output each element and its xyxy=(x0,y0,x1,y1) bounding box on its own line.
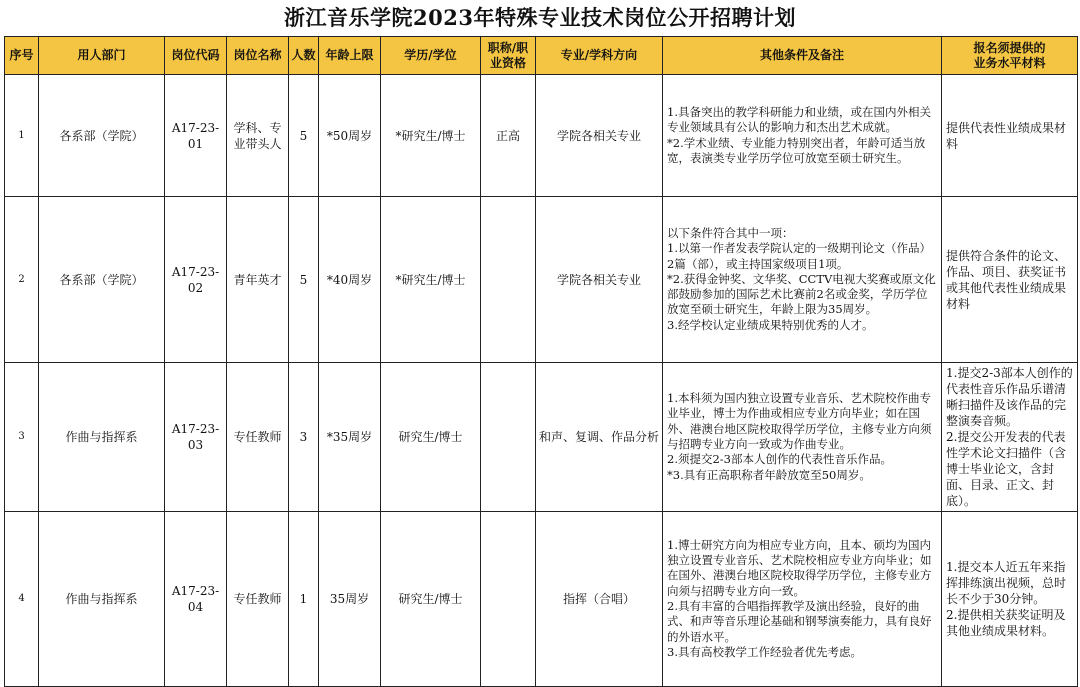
cell-dept: 作曲与指挥系 xyxy=(39,512,165,687)
table-row xyxy=(5,75,1078,197)
table-row xyxy=(5,197,1078,363)
cell-major: 指挥（合唱） xyxy=(536,512,663,687)
cell-education: 研究生/博士 xyxy=(381,512,481,687)
cell-title xyxy=(481,197,536,363)
cell-code xyxy=(165,512,227,687)
cell-age: 35周岁 xyxy=(319,512,381,687)
header-row xyxy=(5,37,1078,75)
recruitment-table xyxy=(4,36,1078,687)
note-line: 1.博士研究方向为相应专业方向，且本、硕均为国内独立设置专业音乐、艺术院校相应专业方向毕业；如在国外、港澳台地区院校取得学历学位，主修专业方向须与招聘专业方向一致。 xyxy=(667,537,932,598)
header-materials-line2: 业务水平材料 xyxy=(973,55,1046,70)
page-title: 浙江音乐学院2023年特殊专业技术岗位公开招聘计划 xyxy=(284,5,796,30)
cell-code-b: 04 xyxy=(187,600,204,614)
header-title xyxy=(481,37,536,75)
cell-notes xyxy=(663,363,942,512)
cell-code-a: A17-23- xyxy=(171,584,220,598)
table-row xyxy=(5,363,1078,512)
cell-age: *40周岁 xyxy=(319,197,381,363)
note-line: 1.具备突出的教学科研能力和业绩，或在国内外相关专业领域具有公认的影响力和杰出艺术成就。 xyxy=(667,104,931,135)
material-line: 提供符合条件的论文、作品、项目、获奖证书或其他代表性业绩成果材料 xyxy=(946,248,1067,311)
header-code: 岗位代码 xyxy=(165,37,227,75)
header-position: 岗位名称 xyxy=(227,37,289,75)
cell-title: 正高 xyxy=(481,75,536,197)
cell-code-a: A17-23- xyxy=(171,422,220,436)
cell-code-a: A17-23- xyxy=(171,120,220,135)
cell-code-b: 03 xyxy=(187,438,204,452)
cell-major: 学院各相关专业 xyxy=(536,75,663,197)
cell-education: *研究生/博士 xyxy=(381,197,481,363)
cell-education: *研究生/博士 xyxy=(381,75,481,197)
cell-position: 专任教师 xyxy=(227,363,289,512)
table-row xyxy=(5,512,1078,687)
cell-dept: 作曲与指挥系 xyxy=(39,363,165,512)
material-line: 1.提交本人近五年来指挥排练演出视频，总时长不少于30分钟。 xyxy=(946,560,1067,606)
cell-notes xyxy=(663,512,942,687)
cell-materials xyxy=(942,197,1078,363)
header-education: 学历/学位 xyxy=(381,37,481,75)
note-line: 2.具有丰富的合唱指挥教学及演出经验，良好的曲式、和声等音乐理论基础和钢琴演奏能力，具有良好的外语水平。 xyxy=(667,599,932,644)
header-dept: 用人部门 xyxy=(39,37,165,75)
cell-materials xyxy=(942,512,1078,687)
header-major: 专业/学科方向 xyxy=(536,37,663,75)
cell-code xyxy=(165,363,227,512)
material-line: 提供代表性业绩成果材料 xyxy=(946,120,1067,151)
material-line: 2.提供相关获奖证明及其他业绩成果材料。 xyxy=(946,608,1066,638)
header-title-line2: 业资格 xyxy=(489,55,526,70)
note-line: *2.学术业绩、专业能力特别突出者，年龄可适当放宽，表演类专业学历学位可放宽至硕士研究生。 xyxy=(667,135,926,165)
cell-code xyxy=(165,75,227,197)
cell-position: 青年英才 xyxy=(227,197,289,363)
cell-position: 专任教师 xyxy=(227,512,289,687)
cell-seq: 2 xyxy=(5,197,39,363)
cell-seq: 4 xyxy=(5,512,39,687)
cell-dept: 各系部（学院） xyxy=(39,197,165,363)
header-title-line1: 职称/职 xyxy=(487,40,529,55)
note-line: *2.获得金钟奖、文华奖、CCTV电视大奖赛或原文化部鼓励参加的国际艺术比赛前2名或金奖，学历学位放宽至硕士研究生，年龄上限为35周岁。 xyxy=(667,271,936,317)
cell-count: 1 xyxy=(289,512,319,687)
note-line: 以下条件符合其中一项： xyxy=(667,225,794,240)
note-line: *3.具有正高职称者年龄放宽至50周岁。 xyxy=(667,467,871,482)
cell-count: 3 xyxy=(289,363,319,512)
cell-title xyxy=(481,363,536,512)
cell-seq: 3 xyxy=(5,363,39,512)
cell-notes xyxy=(663,75,942,197)
material-line: 1.提交2-3部本人创作的代表性音乐作品乐谱清晰扫描件及该作品的完整演奏音频。 xyxy=(946,366,1073,428)
cell-code xyxy=(165,197,227,363)
note-line: 1.以第一作者发表学院认定的一级期刊论文（作品）2篇（部），或主持国家级项目1项。 xyxy=(667,241,931,271)
note-line: 2.须提交2-3部本人创作的代表性音乐作品。 xyxy=(667,452,892,467)
cell-major: 学院各相关专业 xyxy=(536,197,663,363)
cell-age: *35周岁 xyxy=(319,363,381,512)
cell-count: 5 xyxy=(289,197,319,363)
cell-code-b: 02 xyxy=(187,280,204,295)
cell-age: *50周岁 xyxy=(319,75,381,197)
cell-dept: 各系部（学院） xyxy=(39,75,165,197)
cell-materials xyxy=(942,75,1078,197)
cell-notes xyxy=(663,197,942,363)
header-materials xyxy=(942,37,1078,75)
header-age: 年龄上限 xyxy=(319,37,381,75)
material-line: 2.提交公开发表的代表性学术论文扫描件（含博士毕业论文，含封面、目录、正文、封底）。 xyxy=(946,430,1067,508)
header-notes: 其他条件及备注 xyxy=(663,37,942,75)
note-line: 1.本科须为国内独立设置专业音乐、艺术院校作曲专业毕业，博士为作曲或相应专业方向毕业；如在国外、港澳台地区院校取得学历学位，主修专业方向须与招聘专业方向一致或为作曲专业。 xyxy=(667,391,932,451)
cell-education: 研究生/博士 xyxy=(381,363,481,512)
header-count: 人数 xyxy=(289,37,319,75)
note-line: 3.经学校认定业绩成果特别优秀的人才。 xyxy=(667,317,874,332)
cell-major: 和声、复调、作品分析 xyxy=(536,363,663,512)
cell-seq: 1 xyxy=(5,75,39,197)
cell-code-b: 01 xyxy=(187,136,204,151)
note-line: 3.具有高校教学工作经验者优先考虑。 xyxy=(667,644,862,659)
cell-position: 学科、专业带头人 xyxy=(227,75,289,197)
header-materials-line1: 报名须提供的 xyxy=(973,40,1046,55)
cell-title xyxy=(481,512,536,687)
cell-materials xyxy=(942,363,1078,512)
cell-count: 5 xyxy=(289,75,319,197)
header-seq: 序号 xyxy=(5,37,39,75)
cell-code-a: A17-23- xyxy=(171,264,220,279)
